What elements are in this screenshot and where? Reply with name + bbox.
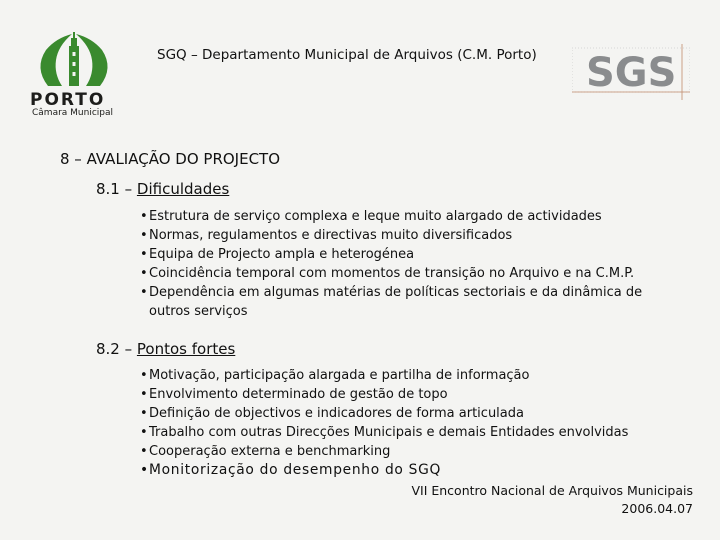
footer-date: 2006.04.07	[621, 501, 693, 516]
subsection-title-difficulties	[96, 180, 229, 198]
section-title: 8 – AVALIAÇÃO DO PROJECTO	[60, 150, 281, 168]
list-item-continuation-text: outros serviços	[149, 304, 248, 319]
list-item-continuation	[140, 302, 700, 321]
sgs-logo-text: SGS	[586, 50, 677, 96]
subsection-number: 8.2 –	[96, 340, 133, 358]
header-title: SGQ – Departamento Municipal de Arquivos (C.M. Porto)	[157, 47, 537, 63]
footer	[411, 482, 693, 518]
list-item: • Cooperação externa e benchmarking	[140, 442, 700, 461]
list-item: • Envolvimento determinado de gestão de topo	[140, 385, 700, 404]
subsection-number: 8.1 –	[96, 180, 133, 198]
sgs-logo	[572, 44, 690, 100]
porto-logo-subtitle: Câmara Municipal	[32, 108, 114, 118]
strengths-list	[140, 366, 700, 480]
list-item: • Coincidência temporal com momentos de transição no Arquivo e na C.M.P.	[140, 264, 700, 283]
list-item: • Definição de objectivos e indicadores de forma articulada	[140, 404, 700, 423]
difficulties-list	[140, 207, 700, 321]
porto-emblem-icon	[28, 28, 120, 92]
list-item: • Monitorização do desempenho do SGQ	[140, 461, 700, 480]
list-item: • Equipa de Projecto ampla e heterogénea	[140, 245, 700, 264]
subsection-heading: Dificuldades	[136, 180, 230, 198]
list-item: • Dependência em algumas matérias de políticas sectoriais e da dinâmica de	[140, 283, 700, 302]
subsection-heading: Pontos fortes	[136, 340, 236, 358]
subsection-title-strengths	[96, 340, 235, 358]
list-item: • Trabalho com outras Direcções Municipais e demais Entidades envolvidas	[140, 423, 700, 442]
list-item: • Normas, regulamentos e directivas muito diversificados	[140, 226, 700, 245]
list-item: • Estrutura de serviço complexa e leque muito alargado de actividades	[140, 207, 700, 226]
porto-logo-name: PORTO	[30, 90, 106, 110]
list-item: • Motivação, participação alargada e partilha de informação	[140, 366, 700, 385]
footer-event: VII Encontro Nacional de Arquivos Municipais	[411, 483, 693, 498]
